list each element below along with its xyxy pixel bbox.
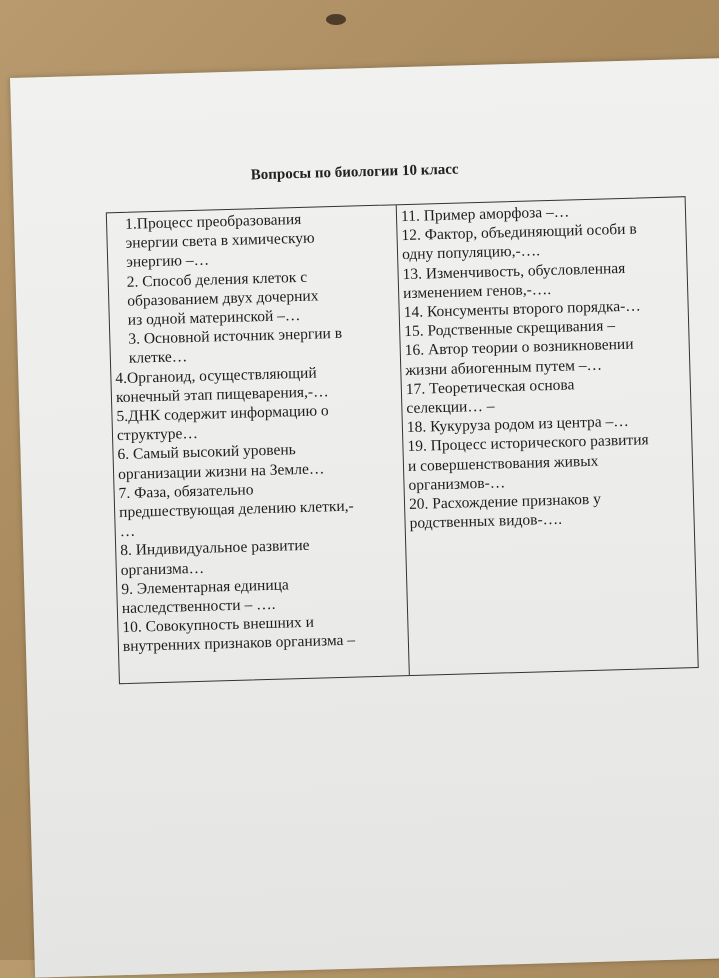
question-1: 1.Процесс преобразования энергии света в химическую энергию –… (124, 210, 315, 272)
question-7: 7. Фаза, обязательно предшествующая делению клетки,- … (118, 481, 354, 541)
questions-right-column (397, 197, 698, 675)
question-14: 14. Консументы второго порядка-… (403, 297, 641, 322)
question-4: 4.Органоид, осуществляющий конечный этап пищеварения,-… (115, 364, 329, 406)
desk-mark (326, 14, 346, 25)
question-16: 16. Автор теории о возникновении жизни абиогенным путем –… (404, 336, 634, 379)
question-9: 9. Элементарная единица наследственности – …. (121, 576, 290, 618)
question-5: 5.ДНК содержит информацию о структуре… (116, 402, 329, 445)
paper-sheet (10, 57, 719, 978)
question-12: 12. Фактор, объединяющий особи в одну популяцию,-…. (401, 220, 637, 264)
document-title: Вопросы по биологии 10 класс (250, 161, 459, 184)
question-3: 3. Основной источник энергии в клетке… (128, 325, 343, 368)
question-11: 11. Пример аморфоза –… (400, 203, 570, 226)
question-19: 19. Процесс исторического развития и совершенствования живых организмов-… (407, 431, 649, 494)
question-15: 15. Родственные скрещивания – (404, 317, 616, 341)
questions-left-column (107, 205, 410, 683)
question-13: 13. Изменчивость, обусловленная изменением генов,-…. (402, 259, 626, 302)
question-17: 17. Теоретическая основа селекции… – (405, 376, 575, 418)
question-18: 18. Кукуруза родом из центра –… (406, 413, 630, 437)
question-6: 6. Самый высокий уровень организации жизни на Земле… (117, 441, 325, 483)
question-2: 2. Способ деления клеток с образованием двух дочерних из одной материнской –… (126, 268, 319, 329)
question-10: 10. Совокупность внешних и внутренних признаков организма – (122, 613, 356, 656)
questions-table (106, 196, 699, 684)
question-8: 8. Индивидуальное развитие организма… (120, 537, 310, 579)
question-20: 20. Расхождение признаков у родственных видов-…. (408, 490, 602, 533)
